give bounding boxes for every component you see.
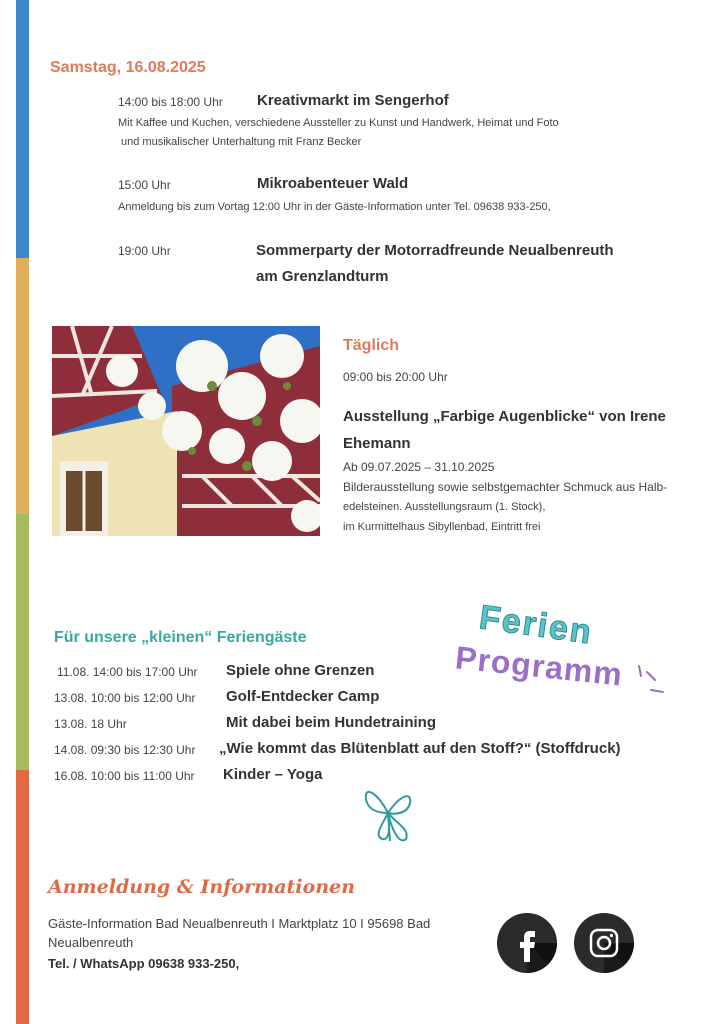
event-time: 19:00 Uhr bbox=[118, 244, 171, 258]
exhibition-description: edelsteinen. Ausstellungsraum (1. Stock), bbox=[343, 501, 546, 513]
kids-item-time: 13.08. 10:00 bis 12:00 Uhr bbox=[54, 691, 196, 705]
ferien-badge bbox=[453, 598, 670, 724]
exhibition-title: Ehemann bbox=[343, 435, 411, 452]
event-description: und musikalischer Unterhaltung mit Franz Becker bbox=[121, 136, 362, 148]
kids-heading: Für unsere „kleinen“ Feriengäste bbox=[54, 629, 307, 646]
kids-item-time: 16.08. 10:00 bis 11:00 Uhr bbox=[54, 769, 195, 783]
kids-item-time: 11.08. 14:00 bis 17:00 Uhr bbox=[57, 665, 198, 679]
contact-phone: Tel. / WhatsApp 09638 933-250, bbox=[48, 956, 240, 971]
instagram-icon bbox=[574, 913, 634, 973]
side-bar-orange bbox=[16, 770, 29, 1024]
contact-address: Gäste-Information Bad Neualbenreuth I Marktplatz 10 I 95698 Bad bbox=[48, 916, 431, 931]
saturday-heading: Samstag, 16.08.2025 bbox=[50, 59, 206, 76]
ferien-badge-line2: Programm bbox=[453, 639, 625, 693]
photo-house-blossoms bbox=[52, 326, 320, 536]
kids-item-title: Golf-Entdecker Camp bbox=[226, 688, 380, 705]
event-title: Mikroabenteuer Wald bbox=[257, 175, 409, 192]
kids-item-title: „Wie kommt das Blütenblatt auf den Stoff?“ (Stoffdruck) bbox=[219, 740, 621, 757]
side-bar-blue bbox=[16, 0, 29, 258]
exhibition-description: Bilderausstellung sowie selbstgemachter Schmuck aus Halb- bbox=[343, 480, 668, 494]
event-title: Sommerparty der Motorradfreunde Neualbenreuth bbox=[256, 242, 614, 259]
sparkle-icon bbox=[635, 662, 665, 702]
event-title: Kreativmarkt im Sengerhof bbox=[257, 92, 449, 109]
exhibition-description: im Kurmittelhaus Sibyllenbad, Eintritt frei bbox=[343, 521, 541, 533]
contact-address: Neualbenreuth bbox=[48, 935, 134, 950]
contact-heading: Anmeldung & Informationen bbox=[48, 876, 355, 898]
kids-item-title: Kinder – Yoga bbox=[223, 766, 323, 783]
facebook-button[interactable] bbox=[497, 913, 557, 973]
kids-item-time: 13.08. 18 Uhr bbox=[54, 717, 127, 731]
event-time: 14:00 bis 18:00 Uhr bbox=[118, 95, 223, 109]
event-description: Anmeldung bis zum Vortag 12:00 Uhr in der Gäste-Information unter Tel. 09638 933-250, bbox=[118, 201, 551, 213]
kids-item-title: Spiele ohne Grenzen bbox=[226, 662, 375, 679]
side-bar-green bbox=[16, 514, 29, 770]
event-title: am Grenzlandturm bbox=[256, 268, 389, 285]
event-description: Mit Kaffee und Kuchen, verschiedene Aussteller zu Kunst und Handwerk, Heimat und Foto bbox=[118, 117, 559, 129]
kids-item-title: Mit dabei beim Hundetraining bbox=[226, 714, 437, 731]
exhibition-date-range: Ab 09.07.2025 – 31.10.2025 bbox=[343, 460, 495, 474]
instagram-button[interactable] bbox=[574, 913, 634, 973]
side-bar-yellow bbox=[16, 258, 29, 514]
photo-illustration bbox=[52, 326, 320, 536]
ferien-badge-line1: Ferien bbox=[476, 598, 596, 652]
butterfly-icon bbox=[360, 783, 420, 847]
exhibition-title: Ausstellung „Farbige Augenblicke“ von Irene bbox=[343, 408, 666, 425]
kids-item-time: 14.08. 09:30 bis 12:30 Uhr bbox=[54, 743, 196, 757]
daily-time: 09:00 bis 20:00 Uhr bbox=[343, 370, 448, 384]
event-time: 15:00 Uhr bbox=[118, 178, 171, 192]
facebook-icon bbox=[497, 913, 557, 973]
daily-heading: Täglich bbox=[343, 337, 400, 354]
